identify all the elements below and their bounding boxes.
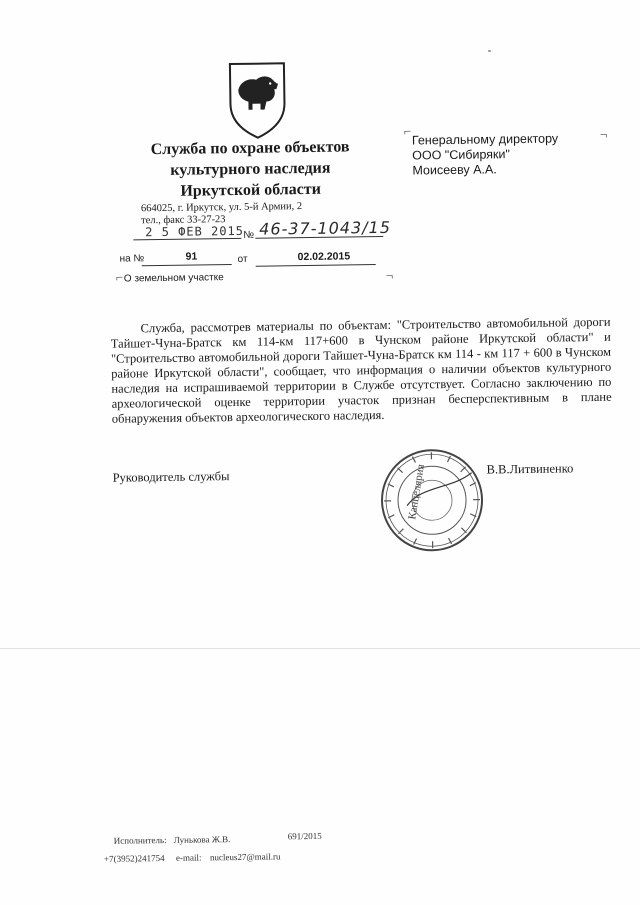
signer-name: В.В.Литвиненко [486, 461, 574, 477]
executor-name: Лунькова Ж.В. [173, 834, 231, 845]
organization-title [120, 136, 381, 203]
signer-position: Руководитель службы [112, 469, 230, 485]
addressee-block [412, 131, 559, 178]
addressee-position: Генеральному директору [411, 131, 559, 148]
ref-date-label: от [237, 253, 248, 265]
fold-line [0, 648, 640, 649]
org-address: 664025, г. Иркутск, ул. 5-й Армии, 2 [140, 201, 303, 215]
registration-date-stamp: 2 5 ФЕВ 2015 [145, 223, 245, 240]
executor-phone: +7(3952)241754 [103, 853, 165, 864]
letter-sheet [90, 0, 640, 905]
seal-text: Канцелярия [406, 463, 427, 521]
subject-bracket-right: ¬ [385, 267, 394, 283]
addressee-bracket-right: ¬ [599, 126, 608, 142]
ref-number-label: на № [119, 253, 145, 265]
official-seal [376, 445, 488, 557]
subject-line: О земельном участке [123, 272, 224, 285]
document-code: 691/2015 [287, 830, 322, 842]
org-phone: тел., факс 33-27-23 [141, 214, 226, 227]
org-title-line2: культурного наследия [170, 159, 331, 179]
addressee-bracket-left: ⌐ [403, 123, 412, 139]
outgoing-number: 46-37-1043/15 [259, 217, 392, 239]
email-label: e-mail: [175, 852, 202, 863]
body-paragraph: Служба, рассмотрев материалы по объектам: "Строительство автомобильной дороги Тайшет-Чуна-Братск км 114-км 117+600 в Чунском районе Иркутской области" и "Строительство автомобильной дороги Тайшет-Чуна-Братск км 114 - км 117 + 600 в Чунском районе Иркутской области", сообщает, что информация о наличии объектов культурного наследия на испрашиваемой территории в Службе отсутствует. Согласно заключению по археологической оценке территории участок признан бесперспективным в плане обнаружения объектов археологического наследия. [110, 314, 612, 426]
subject-bracket-left: ⌐ [115, 269, 124, 285]
addressee-name: Моисееву А.А. [412, 162, 497, 178]
org-title-line1: Служба по охране объектов [150, 138, 350, 159]
ref-date: 02.02.2015 [297, 250, 351, 264]
executor-label: Исполнитель: [113, 835, 167, 846]
executor-email: nucleus27@mail.ru [209, 851, 281, 863]
ref-number: 91 [185, 250, 198, 263]
number-label: № [243, 229, 255, 241]
org-title-line3: Иркутской области [180, 180, 322, 200]
letter-body [110, 315, 611, 427]
addressee-company: ООО "Сибиряки" [412, 147, 510, 163]
irkutsk-emblem [226, 59, 289, 140]
